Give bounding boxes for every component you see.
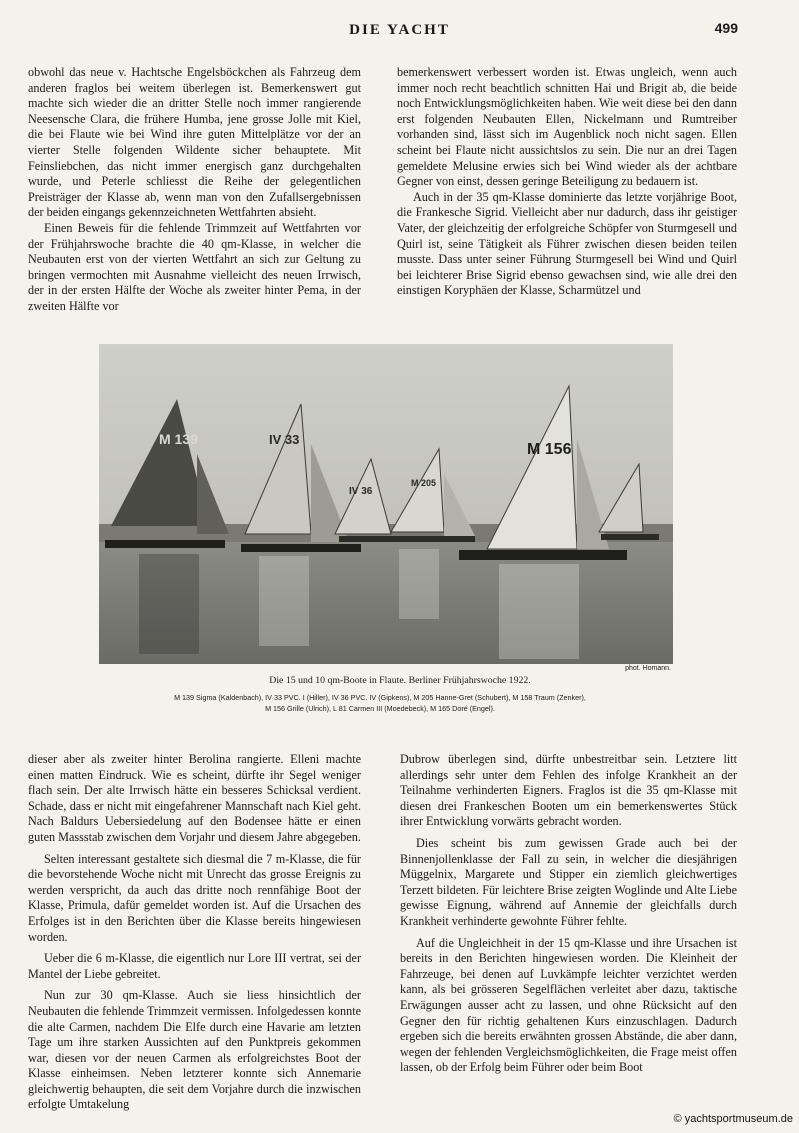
paragraph: Ueber die 6 m-Klasse, die eigentlich nur Lore III vertrat, sei der Mantel der Liebe gebreitet. <box>28 951 361 981</box>
caption-line: M 156 Grille (Ulrich), L 81 Carmen III (Moedebeck), M 165 Doré (Engel). <box>265 704 495 713</box>
caption-line: M 139 Sigma (Kaldenbach), IV 33 PVC. I (Hiller), IV 36 PVC. IV (Gipkens), M 205 Hanne-Gret (Schubert), M 158 Traum (Zenker), <box>174 693 586 702</box>
sailing-photo-figure <box>99 344 673 664</box>
watermark: © yachtsportmuseum.de <box>673 1113 793 1125</box>
paragraph: Auf die Ungleichheit in der 15 qm-Klasse und ihre Ursachen ist bereits in den Berichten hingewiesen worden. Die Kleinheit der Fahrzeuge, bei denen auf Luvkämpfe leichter verzichtet werden kann, als bei grösseren Segelflächen verleitet aber dazu, taktische Erwägungen ausser acht zu lassen, und ohne Rücksicht auf den Gegner den für richtig gehaltenen Kurs einzuschlagen. Dadurch ergeben sich die bereits erwähnten grossen Abstände, die aber dann, wegen der fehlenden Vergleichsmöglichkeiten, die Frage meist offen lassen, ob der Erfolg beim Führer oder beim Boot <box>400 935 737 1075</box>
sail-number: M 205 <box>411 478 437 488</box>
paragraph: Selten interessant gestaltete sich diesmal die 7 m-Klasse, die für die bevorstehende Woche nicht mit Unrecht das grosse Ereignis zu werden verspricht, da auch das dritte noch rennfähige Boot der Klasse, Primula, dafür gemeldet worden ist. Auf die Ursachen des Erfolges ist in den Berichten über die Klasse bereits hingewiesen worden. <box>28 851 361 944</box>
column-top-left <box>28 65 361 315</box>
sailboats-photo <box>99 344 673 664</box>
paragraph: Einen Beweis für die fehlende Trimmzeit auf Wettfahrten vor der Frühjahrswoche brachte die 40 qm-Klasse, in welcher die Neubauten erst von der vierten Wettfahrt an sich zur Geltung zu bringen vermochten mit Ausnahme vielleicht des neuen Irrwisch, der in der ersten Hälfte der Woche als zweiter hinter Pema, in der zweiten Hälfte vor <box>28 220 361 313</box>
page-header <box>0 20 799 44</box>
running-title: DIE YACHT <box>349 22 450 38</box>
page-number: 499 <box>714 20 738 36</box>
paragraph: Auch in der 35 qm-Klasse dominierte das letzte vorjährige Boot, die Frankesche Sigrid. Vielleicht aber nur dadurch, dass ihr geistiger Vater, der gleichzeitig der erfolgreiche Schöpfer von Sturmgesell und Quirl ist, seine Tätigkeit als Führer zwischen diesen beiden teilen musste. Dass unter seiner Führung Sturmgesell bei Wind und Quirl bei leichterer Brise Sigrid ebenso gewachsen sind, wie alle drei den einstigen Koryphäen der Klasse, Scharmützel und <box>397 189 737 298</box>
sail-number: IV 36 <box>349 486 373 497</box>
column-bottom-right <box>400 752 737 1076</box>
paragraph: bemerkenswert verbessert worden ist. Etwas ungleich, wenn auch immer noch recht beachtlich schnitten Hai und Brigit ab, die beide noch Entwicklungsmöglichkeiten haben. Wie weit diese bei den dann erst folgenden Neubauten Ellen, Nickelmann und Rumtreiber vorhanden sind, lässt sich im Augenblick noch nicht sagen. Ellen scheint bei Flaute nicht aussichtslos zu sein. Die nur an drei Tagen gemeldete Melusine erwies sich bei Wind wieder als der achtbare Gegner von einst, dessen geringe Beteiligung zu bedauern ist. <box>397 65 737 189</box>
column-bottom-left <box>28 752 361 1113</box>
paragraph: obwohl das neue v. Hachtsche Engelsböckchen als Fahrzeug dem anderen fraglos bei weitem überlegen ist. Bemerkenswert gut machte sich wieder die an dritter Stelle noch immer rangierende Neesensche Clara, die frühere Humba, jene grosse Jolle mit Kiel, die bei Flaute wie bei Wind ihre guten Mittelplätze vor der an vierter Stelle folgenden Wildente sicher behauptete. Mit Feinsliebchen, das nicht immer energisch ganz durchgehalten wurde, und Peterle schliesst die Reihe der gelegentlichen Preisträger der Klasse ab, wenn man von den Zufallsergebnissen der beiden eingangs gekennzeichneten Wettfahrten absieht. <box>28 65 361 220</box>
figure-caption: Die 15 und 10 qm-Boote in Flaute. Berliner Frühjahrswoche 1922. <box>269 675 531 686</box>
paragraph: Dies scheint bis zum gewissen Grade auch bei der Binnenjollenklasse der Fall zu sein, in welcher die diesjährigen Müggelnix, Margarete und Stipper ein ziemlich gleichwertiges Terzett bildeten. Für leichtere Brise zeigten Woglinde und Alte Liebe gewisse Eignung, während auf Annemie der gleichfalls durch Krankheit verhinderte gewohnte Führer fehlte. <box>400 835 737 928</box>
sail-number: M 156 <box>527 441 572 458</box>
photo-credit: phot. Homann. <box>625 665 671 672</box>
paragraph: Dubrow überlegen sind, dürfte unbestreitbar sein. Letztere litt allerdings sehr unter dem Fehlen des infolge Krankheit an der Teilnahme verhinderten Eigners. Fraglos ist die 35 qm-Klasse mit diesen drei Frankeschen Booten um ein bemerkenswertes Stück ihrer Entwicklung vorwärts gebracht worden. <box>400 752 737 829</box>
column-top-right <box>397 65 737 299</box>
paragraph: dieser aber als zweiter hinter Berolina rangierte. Elleni machte einen matten Eindruck. Wie es scheint, dürfte ihr Segel weniger flach sein. Der alte Irrwisch hätte ein besseres Schicksal verdient. Schade, dass er nicht mit eingefahrener Mannschaft nach Kiel geht. Nach Baldurs Uebersiedelung auf den Bodensee hätte er einen guten Massstab zwischen dem Vorjahr und diesem Jahre abgegeben. <box>28 752 361 844</box>
sail-number: IV 33 <box>269 432 300 447</box>
paragraph: Nun zur 30 qm-Klasse. Auch sie liess hinsichtlich der Neubauten die fehlende Trimmzeit vermissen. Infolgedessen konnte die alte Carmen, nachdem Die Elfe durch eine Havarie am letzten Tage um ihre starken Aussichten auf den Punktpreis gekommen war, diesen vor der neuen Carmen als erfolgreichstes Boot der Klasse einheimsen. Neben letzterer konnte sich Annemarie gleichwertig behaupten, die seit dem Vorjahre durch die inzwischen erfolgte Umtakelung <box>28 988 361 1112</box>
figure-caption-details <box>80 692 680 714</box>
sail-number: M 139 <box>159 431 198 447</box>
